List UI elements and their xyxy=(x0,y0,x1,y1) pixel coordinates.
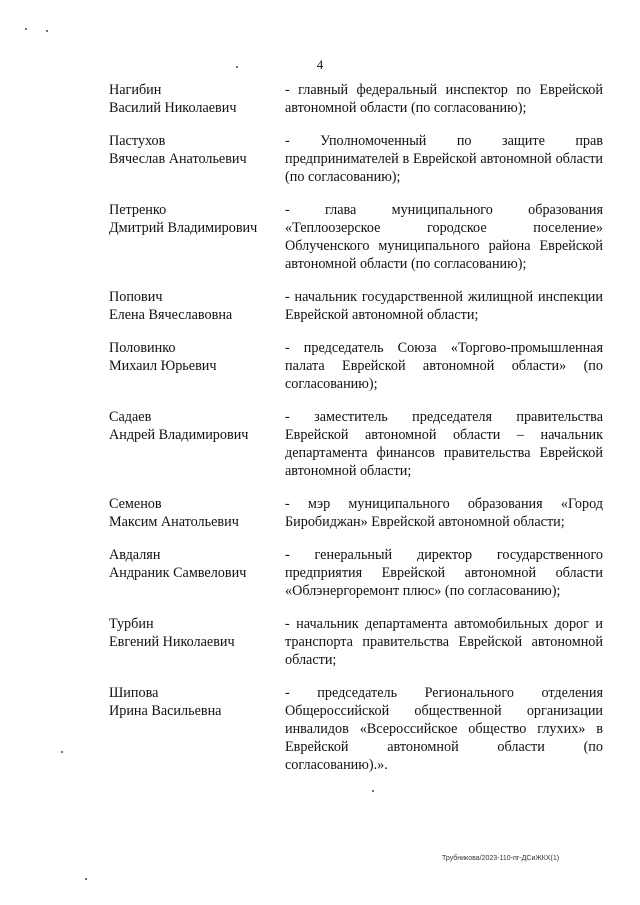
member-name xyxy=(109,201,285,273)
member-name xyxy=(109,684,285,774)
member-role: - заместитель председателя правительства Еврейской автономной области – начальник департамента финансов правительства Еврейской автономной области; xyxy=(285,409,603,479)
member-given-names: Ирина Васильевна xyxy=(109,703,222,719)
scan-speck xyxy=(236,66,238,68)
member-surname: Турбин xyxy=(109,616,154,632)
list-item xyxy=(109,684,604,774)
scan-speck xyxy=(25,28,27,30)
members-list xyxy=(109,81,604,789)
list-item xyxy=(109,495,604,531)
member-given-names: Михаил Юрьевич xyxy=(109,358,217,374)
member-surname: Авдалян xyxy=(109,547,161,563)
member-role: - генеральный директор государственного предприятия Еврейской автономной области «Облэнергоремонт плюс» (по согласованию); xyxy=(285,547,603,599)
list-item xyxy=(109,546,604,600)
member-role: - главный федеральный инспектор по Еврейской автономной области (по согласованию); xyxy=(285,82,603,116)
scan-speck xyxy=(85,878,87,880)
member-role: - глава муниципального образования «Теплоозерское городское поселение» Облученского муниципального района Еврейской автономной области (по согласованию); xyxy=(285,202,603,272)
member-name xyxy=(109,495,285,531)
member-given-names: Василий Николаевич xyxy=(109,100,237,116)
member-surname: Семенов xyxy=(109,496,162,512)
document-footer-id: Трубникова/2023-110-пг-ДСиЖКХ(1) xyxy=(442,855,560,862)
member-name xyxy=(109,339,285,393)
member-role: - начальник департамента автомобильных дорог и транспорта правительства Еврейской автономной области; xyxy=(285,616,603,668)
list-item xyxy=(109,81,604,117)
member-name xyxy=(109,132,285,186)
list-item xyxy=(109,132,604,186)
member-name xyxy=(109,81,285,117)
member-given-names: Елена Вячеславовна xyxy=(109,307,233,323)
list-item xyxy=(109,615,604,669)
member-role: - мэр муниципального образования «Город Биробиджан» Еврейской автономной области; xyxy=(285,496,603,530)
member-given-names: Андрей Владимирович xyxy=(109,427,249,443)
member-name xyxy=(109,546,285,600)
scan-speck xyxy=(372,790,374,792)
scan-speck xyxy=(61,751,63,753)
member-role: - Уполномоченный по защите прав предпринимателей в Еврейской автономной области (по согласованию); xyxy=(285,133,603,185)
list-item xyxy=(109,339,604,393)
member-given-names: Максим Анатольевич xyxy=(109,514,239,530)
member-given-names: Андраник Самвелович xyxy=(109,565,247,581)
member-surname: Шипова xyxy=(109,685,159,701)
scan-speck xyxy=(46,30,48,32)
page-number: 4 xyxy=(316,57,324,72)
member-surname: Половинко xyxy=(109,340,176,356)
member-given-names: Вячеслав Анатольевич xyxy=(109,151,247,167)
member-surname: Попович xyxy=(109,289,163,305)
member-role: - начальник государственной жилищной инспекции Еврейской автономной области; xyxy=(285,289,603,323)
member-role: - председатель Регионального отделения Общероссийской общественной организации инвалидов «Всероссийское общество глухих» в Еврейской автономной области (по согласованию).». xyxy=(285,685,603,773)
list-item xyxy=(109,288,604,324)
member-role: - председатель Союза «Торгово-промышленная палата Еврейской автономной области» (по согласованию); xyxy=(285,340,603,392)
member-surname: Садаев xyxy=(109,409,152,425)
member-name xyxy=(109,288,285,324)
member-given-names: Евгений Николаевич xyxy=(109,634,235,650)
member-surname: Пастухов xyxy=(109,133,166,149)
member-name xyxy=(109,408,285,480)
member-surname: Нагибин xyxy=(109,82,162,98)
list-item xyxy=(109,201,604,273)
member-surname: Петренко xyxy=(109,202,167,218)
member-name xyxy=(109,615,285,669)
list-item xyxy=(109,408,604,480)
member-given-names: Дмитрий Владимирович xyxy=(109,220,258,236)
